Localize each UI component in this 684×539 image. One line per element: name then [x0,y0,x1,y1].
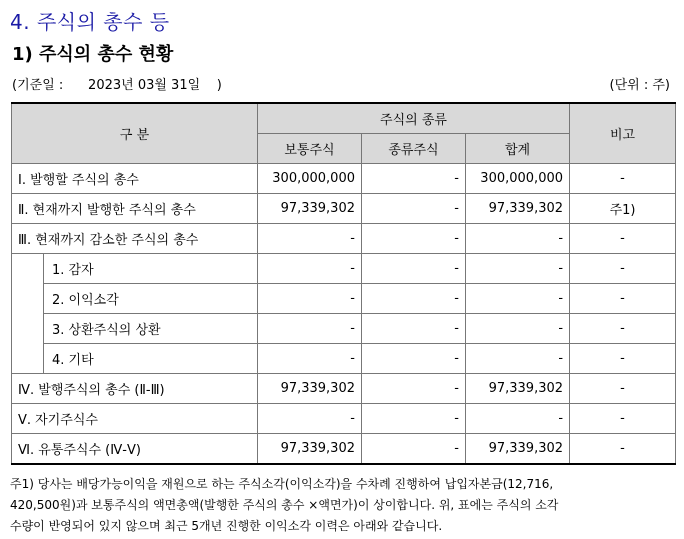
cell-note: - [570,284,676,314]
cell-class: - [362,344,466,374]
table-row [12,404,676,434]
cell-note: - [570,314,676,344]
cell-common: - [258,254,362,284]
cell-class: - [362,374,466,404]
cell-total: 97,339,302 [466,434,570,465]
cell-common: - [258,284,362,314]
header-common: 보통주식 [258,134,362,164]
footnote [10,474,674,537]
cell-note: - [570,434,676,465]
row-label: Ⅲ. 현재까지 감소한 주식의 총수 [12,224,258,254]
table-row [12,434,676,465]
table-row [12,164,676,194]
cell-common: - [258,314,362,344]
cell-class: - [362,314,466,344]
row-label: 1. 감자 [44,254,258,284]
header-class: 종류주식 [362,134,466,164]
table-row [12,194,676,224]
cell-note: - [570,344,676,374]
cell-total: 300,000,000 [466,164,570,194]
table-row [12,224,676,254]
cell-note: - [570,224,676,254]
header-total: 합계 [466,134,570,164]
cell-common: 97,339,302 [258,434,362,465]
table-row [12,314,676,344]
cell-common: 97,339,302 [258,194,362,224]
cell-total: - [466,284,570,314]
subsection-heading: 1) 주식의 총수 현황 [12,44,174,65]
cell-note: - [570,254,676,284]
cell-class: - [362,404,466,434]
header-category: 구 분 [12,103,258,164]
row-label: Ⅰ. 발행할 주식의 총수 [12,164,258,194]
header-note: 비고 [570,103,676,164]
cell-note: - [570,164,676,194]
cell-total: - [466,344,570,374]
cell-common: 97,339,302 [258,374,362,404]
footnote-line: 420,500원)과 보통주식의 액면총액(발행한 주식의 총수 ×액면가)이 상이합니다. 위, 표에는 주식의 소각 [10,498,559,512]
cell-note: - [570,374,676,404]
cell-common: - [258,344,362,374]
cell-common: - [258,404,362,434]
cell-note: 주1) [570,194,676,224]
cell-class: - [362,284,466,314]
cell-class: - [362,434,466,465]
row-label: 4. 기타 [44,344,258,374]
row-label: Ⅳ. 발행주식의 총수 (Ⅱ-Ⅲ) [12,374,258,404]
table-row [12,344,676,374]
table-row [12,374,676,404]
cell-total: - [466,254,570,284]
section-heading: 4. 주식의 총수 등 [10,10,170,34]
cell-total: - [466,404,570,434]
unit-label: (단위 : 주) [609,78,670,93]
footnote-line: 주1) 당사는 배당가능이익을 재원으로 하는 주식소각(이익소각)을 수차례 진행하여 납입자본금(12,716, [10,477,554,491]
indent-spacer [12,254,44,374]
cell-total: - [466,224,570,254]
cell-total: 97,339,302 [466,194,570,224]
row-label: 3. 상환주식의 상환 [44,314,258,344]
header-share-type: 주식의 종류 [258,103,570,134]
cell-class: - [362,164,466,194]
cell-class: - [362,194,466,224]
base-date: (기준일 : 2023년 03월 31일 ) [12,78,222,93]
cell-total: - [466,314,570,344]
table-row [12,284,676,314]
row-label: Ⅵ. 유통주식수 (Ⅳ-Ⅴ) [12,434,258,465]
table-row [12,254,676,284]
cell-total: 97,339,302 [466,374,570,404]
row-label: Ⅴ. 자기주식수 [12,404,258,434]
share-count-table [11,102,676,465]
cell-common: 300,000,000 [258,164,362,194]
row-label: 2. 이익소각 [44,284,258,314]
cell-class: - [362,224,466,254]
cell-common: - [258,224,362,254]
row-label: Ⅱ. 현재까지 발행한 주식의 총수 [12,194,258,224]
cell-class: - [362,254,466,284]
cell-note: - [570,404,676,434]
footnote-line: 수량이 반영되어 있지 않으며 최근 5개년 진행한 이익소각 이력은 아래와 같습니다. [10,519,443,533]
